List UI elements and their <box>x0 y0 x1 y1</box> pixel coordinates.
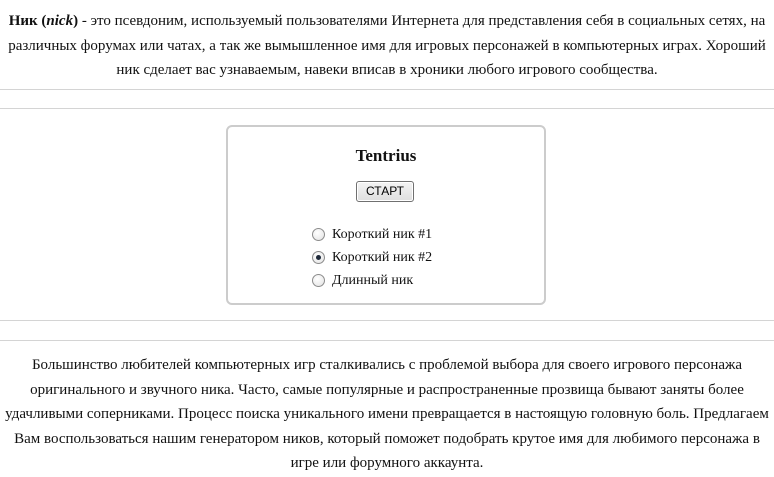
option-long-nick[interactable] <box>312 269 432 292</box>
intro-term-paren: (nick) <box>41 13 79 29</box>
nick-generator-panel <box>226 125 546 305</box>
intro-text: - это псевдоним, используемый пользователями Интернета для представления себя в социальных сетях, на различных форумах или чатах, а так же вымышленное имя для игровых персонажей в компьютерных играх. Хороший ник сделает вас узнаваемым, навеки вписав в хроники любого игрового сообщества. <box>8 13 766 78</box>
intro-paragraph <box>0 9 774 83</box>
option-short-nick-2[interactable] <box>312 246 432 269</box>
intro-term-en: nick <box>46 13 74 29</box>
nick-type-options <box>312 223 432 292</box>
radio-short-nick-2[interactable] <box>312 251 325 264</box>
option-short-nick-1[interactable] <box>312 223 432 246</box>
generated-nick: Tentrius <box>355 146 417 165</box>
bottom-divider-1 <box>0 320 774 321</box>
intro-term: Ник <box>8 13 38 29</box>
top-divider-2 <box>0 108 774 109</box>
top-divider-1 <box>0 89 774 90</box>
option-label: Короткий ник #1 <box>332 226 433 242</box>
radio-short-nick-1[interactable] <box>312 228 325 241</box>
description-paragraph: Большинство любителей компьютерных игр сталкивались с проблемой выбора для своего игрового персонажа оригинального и звучного ника. Часто, самые популярные и распространенные прозвища бывают заняты более удачливыми соперниками. Процесс поиска уникального имени превращается в настоящую головную боль. Предлагаем Вам воспользоваться нашим генератором ников, который поможет подобрать крутое имя для любимого персонажа в игре или форумного аккаунта. <box>5 357 769 471</box>
option-label: Длинный ник <box>332 272 414 288</box>
start-button[interactable]: СТАРТ <box>356 181 414 202</box>
option-label: Короткий ник #2 <box>332 249 433 265</box>
bottom-divider-2 <box>0 340 774 341</box>
radio-long-nick[interactable] <box>312 274 325 287</box>
